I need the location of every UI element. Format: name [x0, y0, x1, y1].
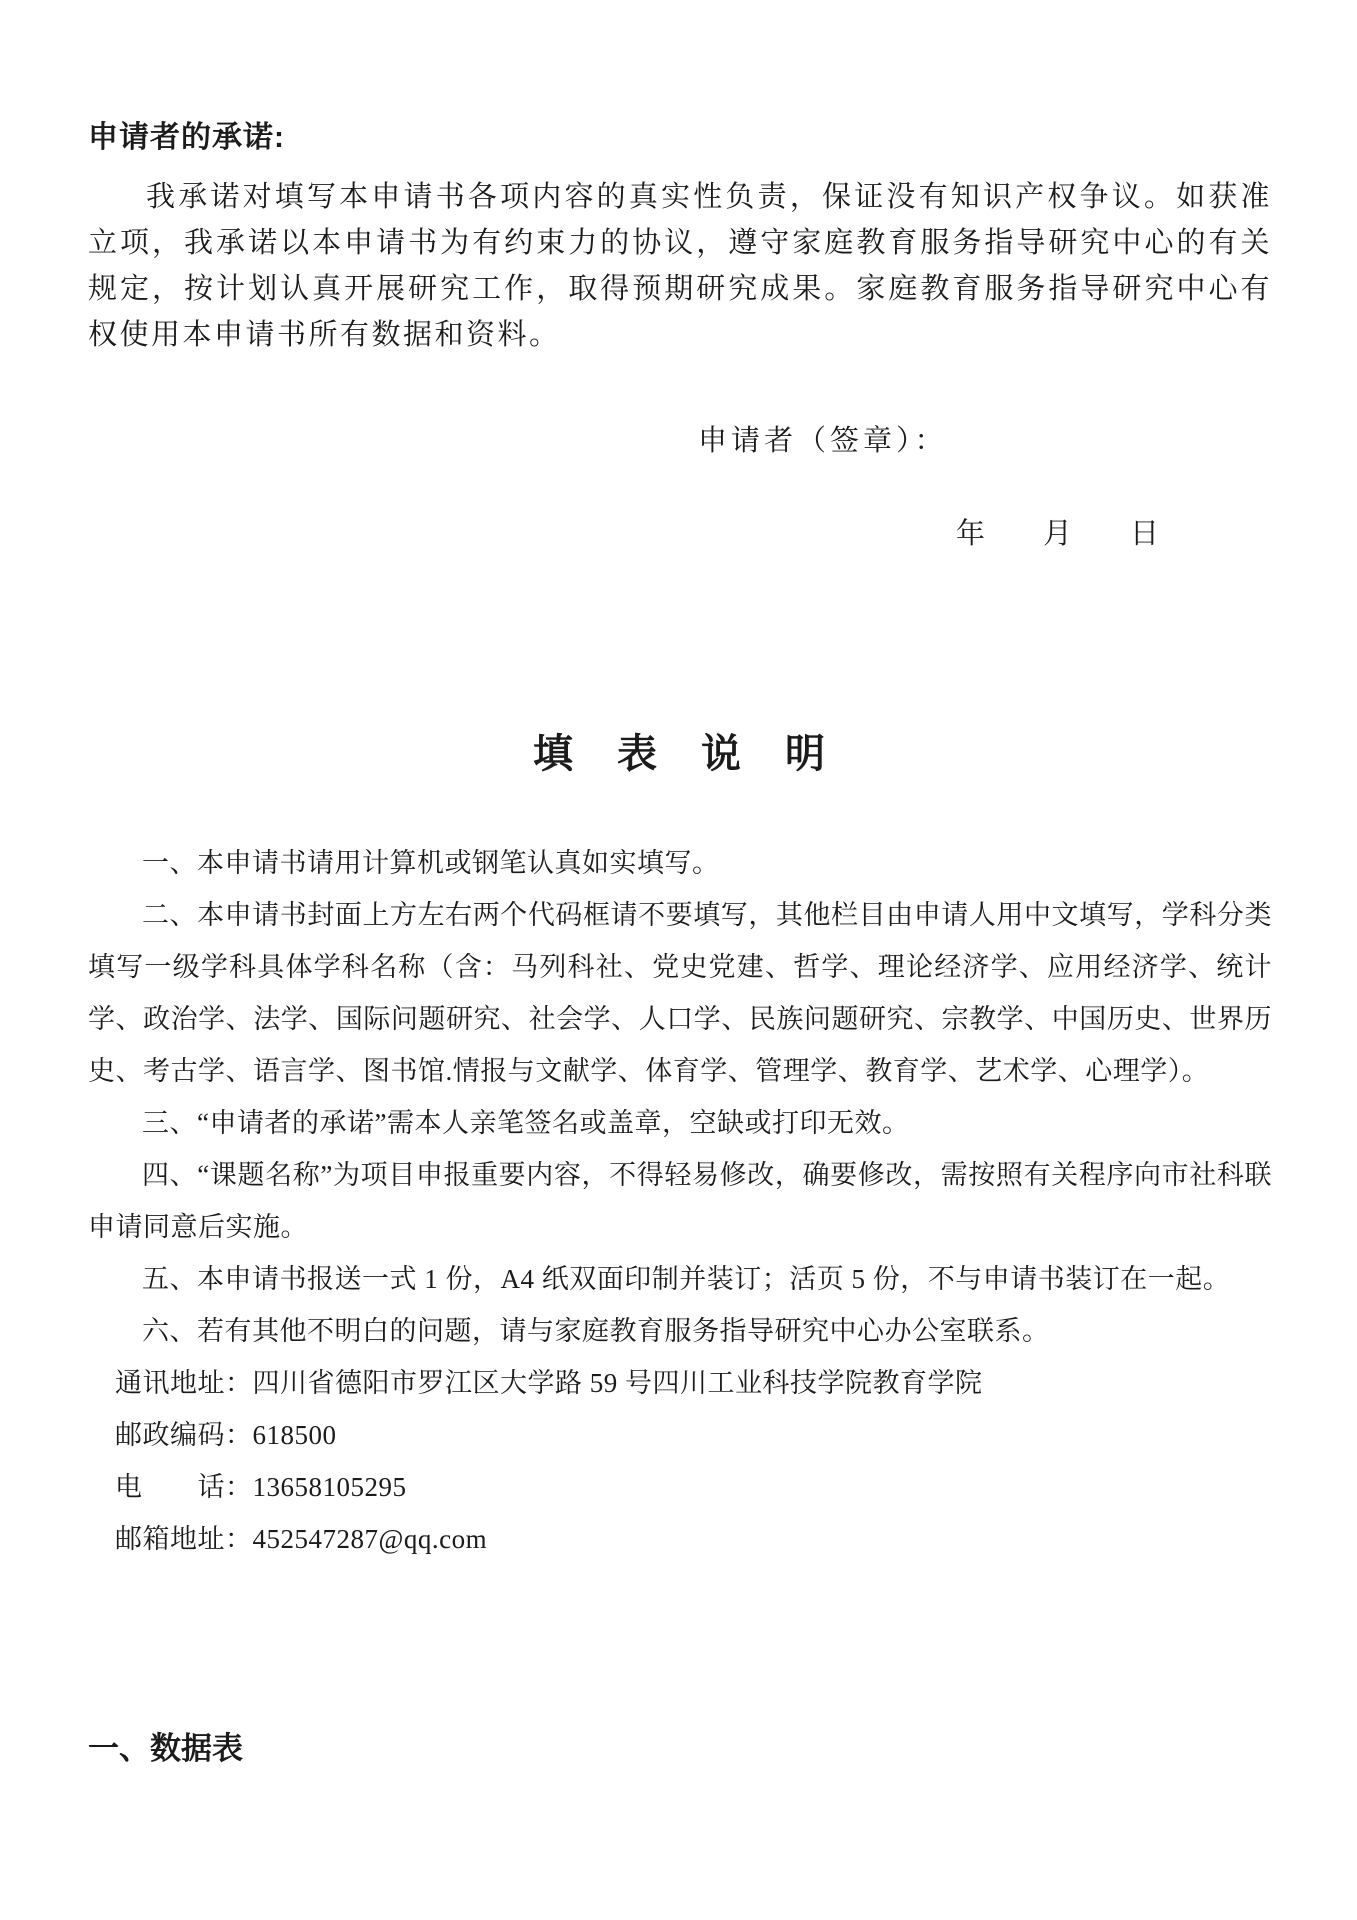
page-content [88, 0, 1272, 1768]
commitment-heading: 申请者的承诺: [88, 121, 285, 154]
signature-label: 申请者（签章）： [698, 425, 948, 457]
instruction-item-3: 三、“申请者的承诺”需本人亲笔签名或盖章，空缺或打印无效。 [142, 1108, 910, 1138]
instruction-item-2: 二、本申请书封面上方左右两个代码框请不要填写，其他栏目由申请人用中文填写，学科分类填写一级学科具体学科名称（含：马列科社、党史党建、哲学、理论经济学、应用经济学、统计学、政治学、法学、国际问题研究、社会学、人口学、民族问题研究、宗教学、中国历史、世界历史、考古学、语言学、图书馆.情报与文献学、体育学、管理学、教育学、艺术学、心理学）。 [88, 900, 1272, 1086]
instruction-item-6: 六、若有其他不明白的问题，请与家庭教育服务指导研究中心办公室联系。 [142, 1316, 1050, 1346]
instructions-title: 填 表 说 明 [533, 732, 827, 776]
commitment-body: 我承诺对填写本申请书各项内容的真实性负责，保证没有知识产权争议。如获准立项，我承诺以本申请书为有约束力的协议，遵守家庭教育服务指导研究中心的有关规定，按计划认真开展研究工作，取得预期研究成果。家庭教育服务指导研究中心有权使用本申请书所有数据和资料。 [88, 181, 1272, 351]
instruction-item-4: 四、“课题名称”为项目申报重要内容，不得轻易修改，确要修改，需按照有关程序向市社科联申请同意后实施。 [88, 1160, 1272, 1242]
date-placeholder: 年 月 日 [956, 518, 1160, 550]
instructions-list [88, 837, 1272, 1565]
instruction-item-1: 一、本申请书请用计算机或钢笔认真如实填写。 [142, 848, 720, 878]
contact-email: 邮箱地址：452547287@qq.com [115, 1524, 488, 1554]
contact-phone: 电 话：13658105295 [115, 1472, 407, 1502]
data-table-section-heading: 一、数据表 [88, 1731, 243, 1766]
contact-address: 通讯地址：四川省德阳市罗江区大学路 59 号四川工业科技学院教育学院 [115, 1368, 983, 1398]
instruction-item-5: 五、本申请书报送一式 1 份，A4 纸双面印制并装订；活页 5 份，不与申请书装订在一起。 [142, 1264, 1231, 1294]
contact-postal-code: 邮政编码：618500 [115, 1420, 337, 1450]
